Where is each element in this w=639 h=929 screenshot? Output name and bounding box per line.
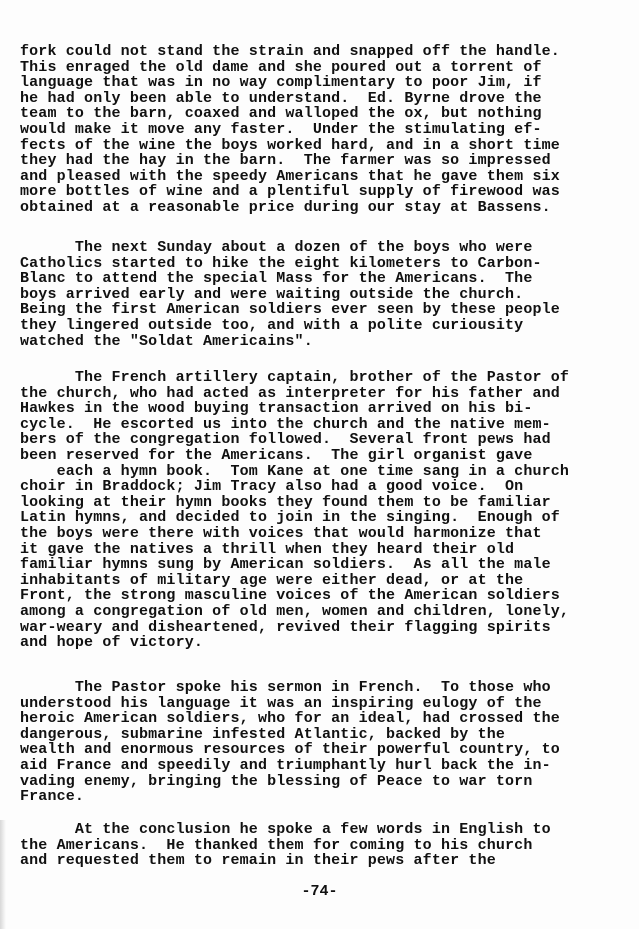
text-line: inhabitants of military age were either dead, or at the <box>20 571 524 589</box>
scan-edge-shadow <box>0 820 6 929</box>
text-line: France. <box>20 788 85 806</box>
text-line: been reserved for the Americans. The girl organist gave <box>20 446 533 464</box>
text-line: they had the hay in the barn. The farmer was so impressed <box>20 152 551 170</box>
text-line: Hawkes in the wood buying transaction arrived on his bi- <box>20 400 533 418</box>
text-line: the Americans. He thanked them for coming to his church <box>20 836 533 854</box>
text-line: and requested them to remain in their pews after the <box>20 852 496 870</box>
text-line: The Pastor spoke his sermon in French. To those who <box>20 679 551 696</box>
text-line: Being the first American soldiers ever seen by these people <box>20 301 560 319</box>
text-line: more bottles of wine and a plentiful supply of firewood was <box>20 183 560 201</box>
text-line: team to the barn, coaxed and walloped the ox, but nothing <box>20 105 542 123</box>
paragraph-4 <box>20 680 610 805</box>
text-line: Catholics started to hike the eight kilometers to Carbon- <box>20 254 542 272</box>
text-line: would make it move any faster. Under the stimulating ef- <box>20 120 542 138</box>
text-line: wealth and enormous resources of their powerful country, to <box>20 741 560 759</box>
text-line: cycle. He escorted us into the church and the native mem- <box>20 415 551 433</box>
text-line: Latin hymns, and decided to join in the singing. Enough of <box>20 509 560 527</box>
paragraph-3 <box>20 370 610 651</box>
paragraph-5 <box>20 822 610 869</box>
text-line: watched the "Soldat Americains". <box>20 332 313 350</box>
page-number: -74- <box>301 883 338 900</box>
text-line: At the conclusion he spoke a few words in English to <box>20 821 551 838</box>
text-line: Blanc to attend the special Mass for the Americans. The <box>20 270 533 288</box>
text-line: understood his language it was an inspiring eulogy of the <box>20 694 542 712</box>
text-line: obtained at a reasonable price during our stay at Bassens. <box>20 198 551 216</box>
text-line: war-weary and disheartened, revived their flagging spirits <box>20 618 551 636</box>
text-line: heroic American soldiers, who for an ideal, had crossed the <box>20 710 560 728</box>
text-line: vading enemy, bringing the blessing of Peace to war torn <box>20 772 533 790</box>
text-line: language that was in no way complimentary to poor Jim, if <box>20 74 542 92</box>
paragraph-2 <box>20 240 610 349</box>
text-line: looking at their hymn books they found them to be familiar <box>20 493 551 511</box>
text-line: bers of the congregation followed. Several front pews had <box>20 431 551 449</box>
text-line: the church, who had acted as interpreter for his father and <box>20 384 560 402</box>
text-line: the boys were there with voices that would harmonize that <box>20 524 542 542</box>
text-line: fects of the wine the boys worked hard, and in a short time <box>20 136 560 154</box>
text-line: This enraged the old dame and she poured out a torrent of <box>20 58 542 76</box>
text-line: dangerous, submarine infested Atlantic, backed by the <box>20 725 506 743</box>
text-line: choir in Braddock; Jim Tracy also had a good voice. On <box>20 478 524 496</box>
paragraph-1 <box>20 44 610 216</box>
text-line: familiar hymns sung by American soldiers. As all the male <box>20 556 551 574</box>
text-line: among a congregation of old men, women and children, lonely, <box>20 602 570 620</box>
text-line: they lingered outside too, and with a polite curiousity <box>20 316 524 334</box>
text-line: fork could not stand the strain and snapped off the handle. <box>20 43 560 60</box>
text-line: aid France and speedily and triumphantly hurl back the in- <box>20 756 551 774</box>
text-line: and hope of victory. <box>20 634 204 652</box>
text-line: and pleased with the speedy Americans that he gave them six <box>20 167 560 185</box>
text-line: he had only been able to understand. Ed. Byrne drove the <box>20 89 542 107</box>
text-line: each a hymn book. Tom Kane at one time sang in a church <box>20 462 570 480</box>
text-line: The next Sunday about a dozen of the boys who were <box>20 239 533 256</box>
text-line: The French artillery captain, brother of the Pastor of <box>20 369 570 386</box>
text-line: boys arrived early and were waiting outside the church. <box>20 285 524 303</box>
text-line: Front, the strong masculine voices of the American soldiers <box>20 587 560 605</box>
text-line: it gave the natives a thrill when they heard their old <box>20 540 515 558</box>
